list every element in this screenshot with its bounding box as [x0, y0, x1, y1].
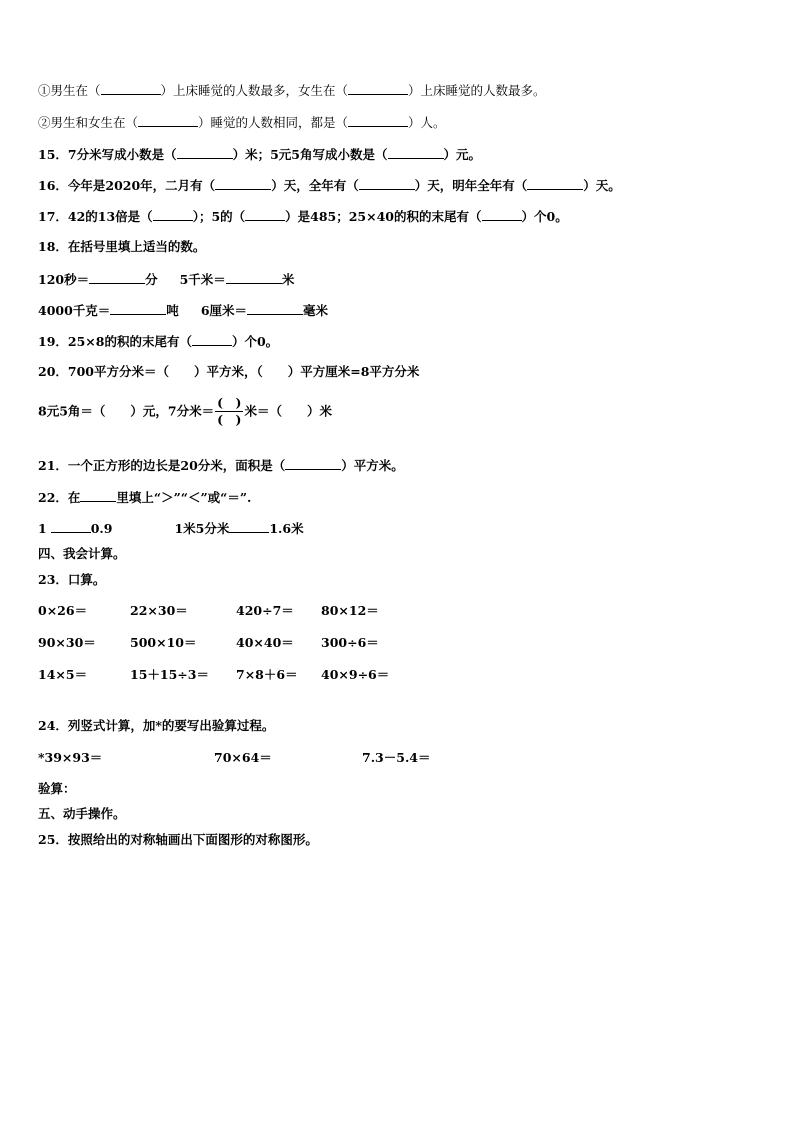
answer-blank[interactable]	[110, 302, 166, 315]
answer-blank[interactable]	[482, 208, 522, 221]
q19-text-2: ）个0。	[231, 334, 279, 349]
q18-b3: 6厘米＝	[200, 303, 248, 318]
q13-line2	[38, 114, 446, 131]
q17-text-3: ）是485；25×40的积的末尾有（	[285, 209, 482, 224]
question-18-title: 18．在括号里填上适当的数。	[38, 239, 206, 254]
q18-a4: 米	[281, 272, 295, 287]
q18-row-1	[38, 271, 294, 288]
q13-line2-text-2: ）睡觉的人数相同，都是（	[198, 115, 349, 130]
question-19	[38, 333, 278, 350]
mental-math-item: 90×30＝	[38, 635, 96, 650]
q17-text-1: 17．42的13倍是（	[38, 209, 153, 224]
q19-text-1: 19．25×8的积的末尾有（	[38, 334, 192, 349]
answer-blank[interactable]	[348, 114, 408, 127]
section-4-heading: 四、我会计算。	[38, 546, 126, 561]
answer-blank[interactable]	[245, 208, 285, 221]
q24-item-2: 70×64＝	[214, 750, 272, 765]
q21-text-1: 21．一个正方形的边长是20分米，面积是（	[38, 458, 286, 473]
answer-blank[interactable]	[89, 271, 145, 284]
mental-math-item: 15＋15÷3＝	[130, 667, 209, 682]
q20-text-2: 米＝（ ）米	[244, 403, 332, 419]
q24-item-3: 7.3－5.4＝	[362, 750, 431, 765]
fraction-denominator[interactable]: ( )	[217, 412, 242, 427]
q13-line1	[38, 82, 546, 99]
q16-text-3: ）天，明年全年有（	[414, 178, 528, 193]
question-21	[38, 457, 404, 474]
q17-text-2: ）；5的（	[192, 209, 246, 224]
question-17	[38, 208, 568, 225]
q22-c2b: 1.6米	[269, 521, 304, 536]
mental-math-item: 420÷7＝	[236, 603, 294, 618]
q18-b2: 吨	[166, 303, 179, 318]
mental-math-item: 500×10＝	[130, 635, 197, 650]
answer-blank[interactable]	[527, 177, 583, 190]
q18-b1: 4000千克＝	[38, 303, 111, 318]
mental-math-item: 22×30＝	[130, 603, 188, 618]
q13-line2-text-1: ②男生和女生在（	[38, 115, 139, 130]
q22-c2a: 1米5分米	[174, 521, 230, 536]
q22-text-2: 里填上“＞”“＜”或“＝”.	[116, 490, 252, 505]
question-16	[38, 177, 621, 194]
q22-c1a: 1	[38, 521, 47, 536]
answer-blank[interactable]	[177, 146, 233, 159]
fraction-numerator[interactable]: ( )	[217, 395, 242, 410]
mental-math-item: 40×9÷6＝	[321, 667, 390, 682]
q18-a1: 120秒＝	[38, 272, 90, 287]
answer-blank[interactable]	[247, 302, 303, 315]
answer-blank[interactable]	[348, 82, 408, 95]
q13-line1-text-2: ）上床睡觉的人数最多，女生在（	[160, 83, 349, 98]
q16-text-4: ）天。	[583, 178, 621, 193]
q22-comparisons	[38, 520, 304, 537]
question-23-title: 23．口算。	[38, 572, 106, 587]
answer-blank[interactable]	[226, 271, 282, 284]
question-25: 25．按照给出的对称轴画出下面图形的对称图形。	[38, 832, 318, 847]
answer-blank[interactable]	[138, 114, 198, 127]
q13-line2-text-3: ）人。	[408, 115, 446, 130]
question-20-line2	[38, 396, 332, 427]
question-22	[38, 489, 251, 506]
answer-blank[interactable]	[51, 520, 91, 533]
mental-math-item: 0×26＝	[38, 603, 88, 618]
answer-blank[interactable]	[285, 457, 341, 470]
question-15	[38, 146, 481, 163]
q17-text-4: ）个0。	[521, 209, 568, 224]
q18-a2: 分	[145, 272, 158, 287]
mental-math-item: 300÷6＝	[321, 635, 379, 650]
q13-line1-text-3: ）上床睡觉的人数最多。	[408, 83, 546, 98]
q24-check-label: 验算：	[38, 781, 76, 796]
q16-text-2: ）天，全年有（	[271, 178, 359, 193]
q18-row-2	[38, 302, 328, 319]
mental-math-item: 40×40＝	[236, 635, 294, 650]
q15-text-1: 15．7分米写成小数是（	[38, 147, 177, 162]
q16-text-1: 16．今年是2020年，二月有（	[38, 178, 216, 193]
q22-c1b: 0.9	[90, 521, 113, 536]
q15-text-2: ）米；5元5角写成小数是（	[232, 147, 388, 162]
answer-blank[interactable]	[101, 82, 161, 95]
mental-math-item: 80×12＝	[321, 603, 379, 618]
q22-text-1: 22．在	[38, 490, 81, 505]
answer-blank[interactable]	[153, 208, 193, 221]
q21-text-2: ）平方米。	[341, 458, 404, 473]
answer-blank[interactable]	[215, 177, 271, 190]
q20-text-1: 8元5角＝（ ）元，7分米＝	[38, 403, 215, 419]
q18-a3: 5千米＝	[179, 272, 226, 287]
q18-b4: 毫米	[303, 303, 329, 318]
answer-blank[interactable]	[229, 520, 269, 533]
fraction	[215, 396, 243, 427]
answer-blank[interactable]	[192, 333, 232, 346]
answer-blank[interactable]	[80, 489, 116, 502]
q13-line1-text-1: ①男生在（	[38, 83, 101, 98]
section-5-heading: 五、动手操作。	[38, 806, 126, 821]
mental-math-item: 7×8＋6＝	[236, 667, 298, 682]
question-24-title: 24．列竖式计算，加*的要写出验算过程。	[38, 718, 275, 733]
q24-item-1: *39×93＝	[38, 750, 103, 765]
answer-blank[interactable]	[359, 177, 415, 190]
q15-text-3: ）元。	[443, 147, 482, 162]
mental-math-item: 14×5＝	[38, 667, 88, 682]
question-20-line1: 20．700平方分米＝（ ）平方米，（ ）平方厘米=8平方分米	[38, 364, 420, 379]
answer-blank[interactable]	[388, 146, 444, 159]
